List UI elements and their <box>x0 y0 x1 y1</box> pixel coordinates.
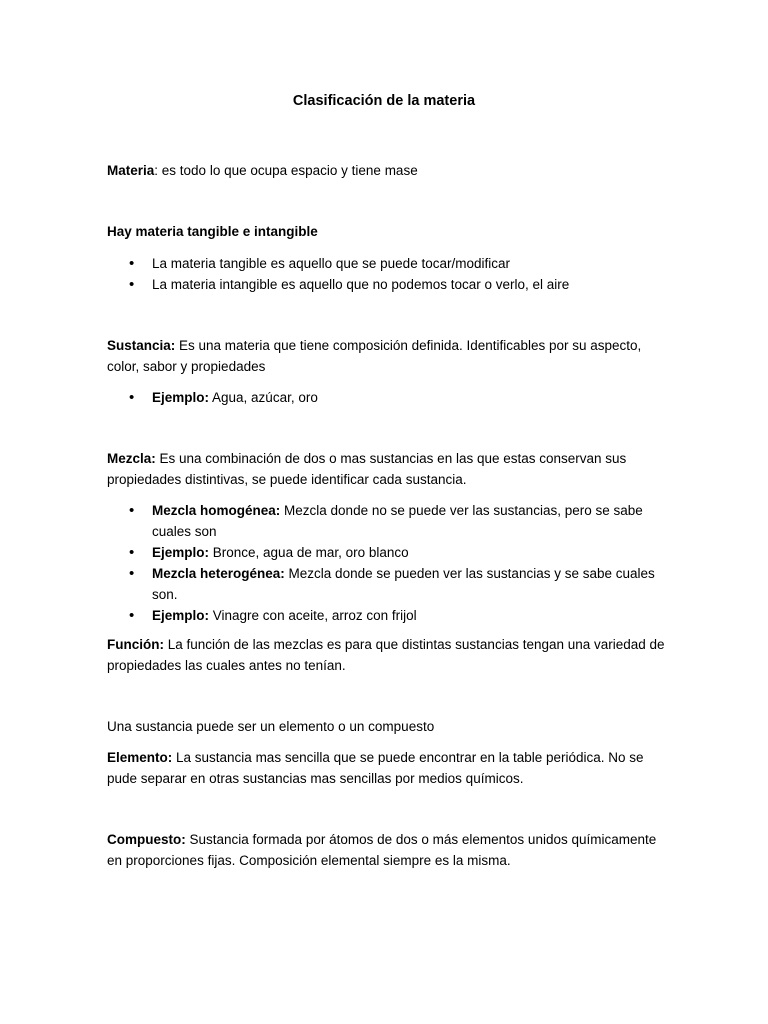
compuesto-section <box>107 829 667 871</box>
mezcla-list <box>107 500 667 626</box>
sustancia-text: Es una materia que tiene composición definida. Identificables por su aspecto, color, sabor y propiedades <box>107 338 642 374</box>
item-term: Ejemplo: <box>152 545 210 560</box>
list-item <box>107 542 667 563</box>
funcion-text: La función de las mezclas es para que distintas sustancias tengan una variedad de propiedades las cuales antes no tenían. <box>107 637 665 673</box>
item-text: Mezcla donde se pueden ver las sustancias y se sabe cuales son. <box>152 566 655 602</box>
sustancia-list <box>107 387 667 408</box>
list-item <box>107 563 667 605</box>
sustancia-tipo-text: Una sustancia puede ser un elemento o un compuesto <box>107 719 435 734</box>
materia-term: Materia <box>107 163 155 178</box>
elemento-section <box>107 747 667 789</box>
elemento-term: Elemento: <box>107 750 173 765</box>
page-title: Clasificación de la materia <box>292 93 476 109</box>
item-term: Mezcla heterogénea: <box>152 566 285 581</box>
example-text: Agua, azúcar, oro <box>209 390 318 405</box>
tangible-section <box>107 221 667 295</box>
item-term: Ejemplo: <box>152 608 210 623</box>
funcion-section <box>107 634 667 676</box>
compuesto-term: Compuesto: <box>107 832 186 847</box>
mezcla-section <box>107 448 667 626</box>
item-text: Vinagre con aceite, arroz con frijol <box>209 608 417 623</box>
example-term: Ejemplo: <box>152 390 210 405</box>
materia-text: : es todo lo que ocupa espacio y tiene mase <box>154 163 418 178</box>
mezcla-term: Mezcla: <box>107 451 156 466</box>
tangible-heading: Hay materia tangible e intangible <box>107 224 318 239</box>
mezcla-text: Es una combinación de dos o mas sustancias en las que estas conservan sus propiedades distintivas, se puede identificar cada sustancia. <box>107 451 627 487</box>
compuesto-text: Sustancia formada por átomos de dos o más elementos unidos químicamente en proporciones fijas. Composición elemental siempre es la misma. <box>107 832 657 868</box>
item-text: Mezcla donde no se puede ver las sustancias, pero se sabe cuales son <box>152 503 643 539</box>
list-item <box>107 500 667 542</box>
materia-definition <box>107 160 667 181</box>
item-text: Bronce, agua de mar, oro blanco <box>209 545 409 560</box>
sustancia-tipo <box>107 716 667 737</box>
item-term: Mezcla homogénea: <box>152 503 281 518</box>
tangible-list <box>107 253 667 295</box>
list-item: • La materia tangible es aquello que se puede tocar/modificar <box>107 253 667 274</box>
elemento-text: La sustancia mas sencilla que se puede encontrar en la table periódica. No se pude separar en otras sustancias mas sencillas por medios químicos. <box>107 750 644 786</box>
list-item <box>107 605 667 626</box>
list-item: • La materia intangible es aquello que no podemos tocar o verlo, el aire <box>107 274 667 295</box>
sustancia-section <box>107 335 667 408</box>
funcion-term: Función: <box>107 637 164 652</box>
sustancia-term: Sustancia: <box>107 338 176 353</box>
list-item <box>107 387 667 408</box>
